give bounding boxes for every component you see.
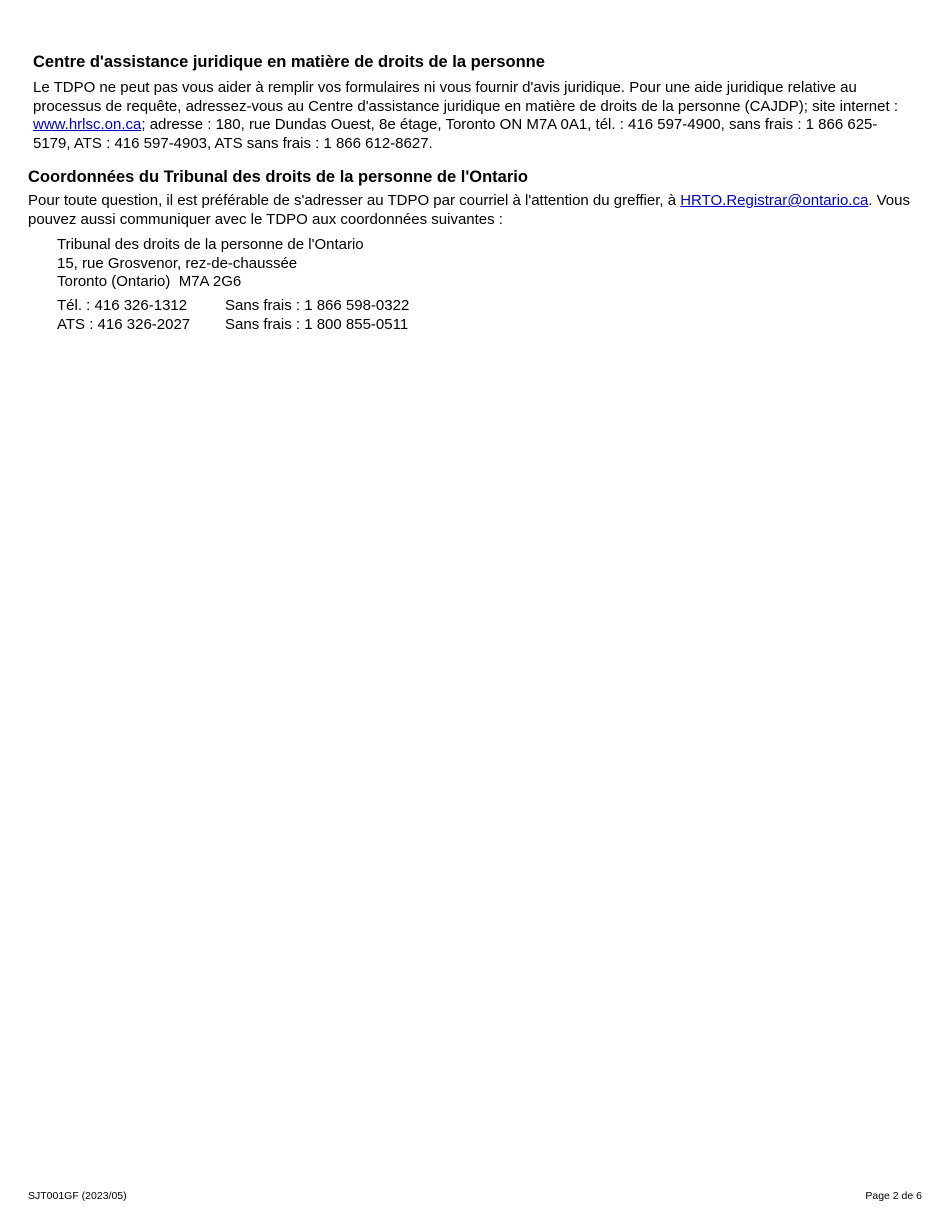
phone-ats: ATS : 416 326-2027 <box>57 316 191 333</box>
phone-ats-tollfree: Sans frais : 1 800 855-0511 <box>225 316 409 333</box>
phone-tel-tollfree: Sans frais : 1 866 598-0322 <box>225 297 410 314</box>
tribunal-phones <box>57 296 409 334</box>
phone-row-ats <box>57 315 409 334</box>
tribunal-section <box>28 167 918 229</box>
tribunal-paragraph <box>28 192 918 229</box>
address-name: Tribunal des droits de la personne de l'Ontario <box>57 236 364 253</box>
phone-row-tel <box>57 296 409 315</box>
form-code: SJT001GF (2023/05) <box>28 1190 127 1202</box>
address-street: 15, rue Grosvenor, rez-de-chaussée <box>57 254 298 272</box>
registrar-email-link[interactable]: HRTO.Registrar@ontario.ca <box>680 192 869 209</box>
cajdp-paragraph <box>33 79 908 153</box>
cajdp-text-before-link: Le TDPO ne peut pas vous aider à remplir vos formulaires ni vous fournir d'avis juridique. Pour une aide juridique relative au processus de requête, adressez-vous au Centre d'assistance juridique en matière de droits de la personne (CAJDP); site internet : <box>33 79 898 115</box>
tribunal-text-after-email: . Vous pouvez aussi communiquer avec le TDPO aux coordonnées suivantes : <box>28 192 910 228</box>
address-city: Toronto (Ontario) M7A 2G6 <box>57 273 242 290</box>
phone-tel: Tél. : 416 326-1312 <box>57 297 188 314</box>
hrlsc-website-link[interactable]: www.hrlsc.on.ca <box>33 116 142 133</box>
cajdp-heading: Centre d'assistance juridique en matière de droits de la personne <box>33 53 545 71</box>
tribunal-address <box>57 236 364 292</box>
page-number: Page 2 de 6 <box>865 1190 922 1202</box>
cajdp-section <box>33 52 908 153</box>
tribunal-text-before-email: Pour toute question, il est préférable de s'adresser au TDPO par courriel à l'attention du greffier, à <box>28 192 681 209</box>
tribunal-heading: Coordonnées du Tribunal des droits de la personne de l'Ontario <box>28 168 528 186</box>
cajdp-text-after-link: ; adresse : 180, rue Dundas Ouest, 8e étage, Toronto ON M7A 0A1, tél. : 416 597-4900, sans frais : 1 866 625-5179, ATS : 416 597-4903, ATS sans frais : 1 866 612-8627. <box>33 116 878 152</box>
